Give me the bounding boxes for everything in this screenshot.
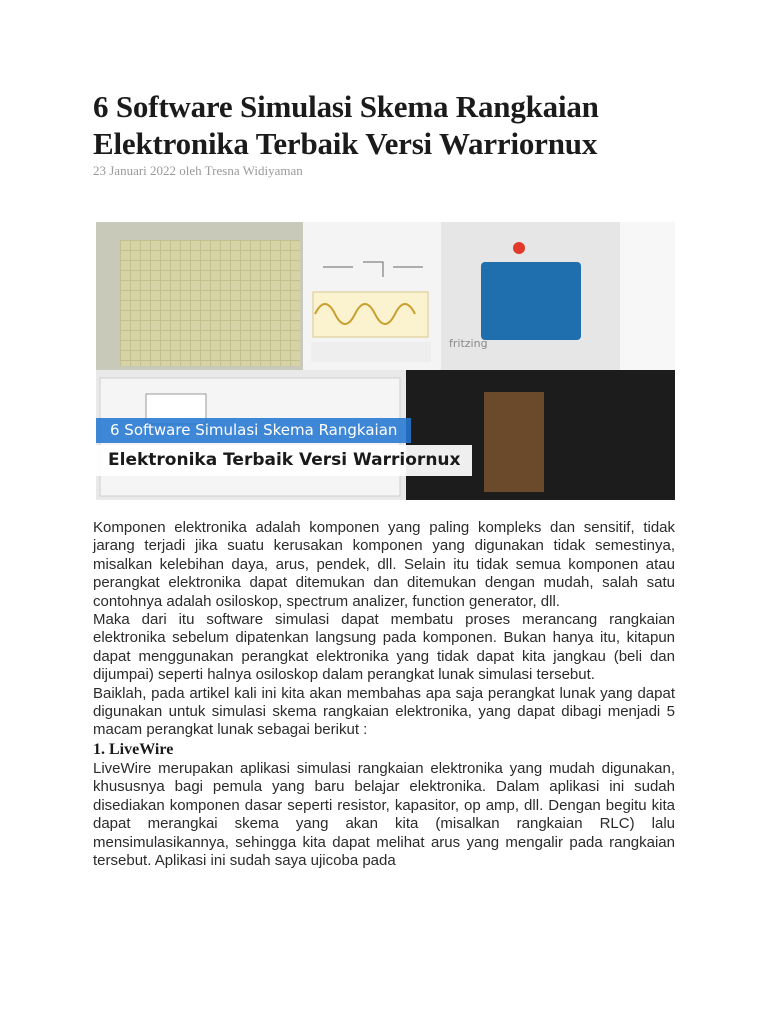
fritzing-screenshot — [441, 222, 675, 370]
article-byline: 23 Januari 2022 oleh Tresna Widiyaman — [93, 163, 303, 178]
hero-banner-line-2: Elektronika Terbaik Versi Warriornux — [96, 445, 472, 476]
paragraph-livewire: LiveWire merupakan aplikasi simulasi rangkaian elektronika yang mudah digunakan, khususnya bagi pemula yang baru belajar elektronika. Dalam aplikasi ini sudah disediakan komponen dasar seperti resistor, kapasitor, op amp, dll. Dengan begitu kita dapat merangkai skema yang akan kita (misalkan rangkaian RLC) lalu mensimulasikannya, sehingga kita dapat melihat arus yang mengalir pada rangkaian tersebut. Aplikasi ini sudah saya ujicoba pada — [93, 759, 675, 869]
paragraph-purpose: Maka dari itu software simulasi dapat membatu proses merancang rangkaian elektronika sebelum dipatenkan langsung pada komponen. Bukan hanya itu, kitapun dapat menggunakan perangkat elektronika yang tidak dapat kita jangkau (beli dan dijumpai) seperti halnya osiloskop dalam perangkat lunak simulasi tersebut. — [93, 611, 675, 684]
section-heading-livewire: 1. LiveWire — [93, 740, 174, 758]
pcb-screenshot — [406, 370, 675, 500]
hero-banner-line-1: 6 Software Simulasi Skema Rangkaian — [96, 418, 411, 443]
paragraph-intro: Komponen elektronika adalah komponen yang paling kompleks dan sensitif, tidak jarang terjadi jika suatu kerusakan komponen yang digunakan tidak semestinya, misalkan kelebihan daya, arus, pendek, dll. Selain itu tidak semua komponen atau perangkat elektronika dapat ditemukan dan ditemukan dengan mudah, salah satu contohnya adalah osiloskop, spectrum analizer, function generator, dll. — [93, 519, 675, 610]
proteus-screenshot — [96, 222, 303, 370]
article-title: 6 Software Simulasi Skema Rangkaian Elektronika Terbaik Versi Warriornux — [93, 89, 599, 161]
hero-image — [96, 222, 675, 500]
fritzing-watermark: fritzing — [449, 337, 488, 350]
circuit-doc-screenshot — [303, 222, 441, 370]
article-body — [93, 519, 675, 870]
paragraph-list-intro: Baiklah, pada artikel kali ini kita akan membahas apa saja perangkat lunak yang dapat digunakan untuk simulasi skema rangkaian elektronika, yang dapat dibagi menjadi 5 macam perangkat lunak sebagai berikut : — [93, 684, 675, 739]
